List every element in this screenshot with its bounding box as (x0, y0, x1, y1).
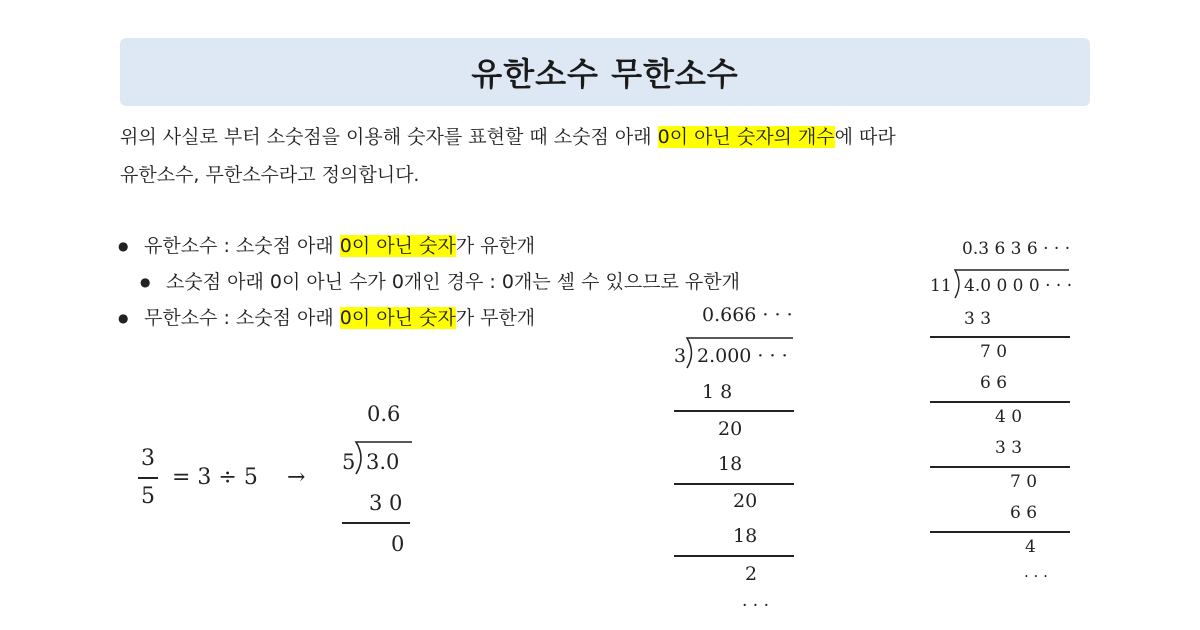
intro-line-2: 유한소수, 무한소수라고 정의합니다. (120, 164, 420, 186)
bullet-text: 가 무한개 (455, 307, 536, 329)
long-division-quotient: 0.666 · · · (702, 304, 793, 326)
long-division-step: 4 0 (995, 407, 1023, 427)
division-line (930, 336, 1070, 338)
long-division-remainder: 0 (391, 532, 405, 556)
ellipsis: · · · (1024, 567, 1048, 585)
long-division-step: 7 0 (1010, 472, 1038, 492)
page-title: 유한소수 무한소수 (471, 55, 739, 93)
long-division-step: 7 0 (980, 342, 1008, 362)
arrow-icon: → (287, 465, 306, 490)
long-division-step: 3 3 (964, 309, 992, 329)
fraction-numerator: 3 (141, 446, 155, 471)
fraction-denominator: 5 (141, 484, 155, 509)
long-division-step: 6 6 (1010, 503, 1038, 523)
long-division-step: 18 (718, 453, 743, 475)
long-division-step: 18 (733, 525, 758, 547)
definition-list (118, 228, 740, 336)
highlight-text: 0이 아닌 숫자 (339, 235, 456, 257)
division-line (674, 555, 794, 557)
division-line (930, 401, 1070, 403)
division-line (342, 522, 410, 524)
ellipsis: · · · (742, 596, 770, 616)
division-line (674, 410, 794, 412)
intro-line-1 (120, 118, 896, 156)
intro-paragraph (120, 118, 896, 194)
long-division-remainder: 2 (745, 563, 758, 585)
long-division-dividend: 2.000 · · · (697, 345, 788, 367)
highlight-text: 0이 아닌 숫자 (339, 307, 456, 329)
intro-text: 위의 사실로 부터 소숫점을 이용해 숫자를 표현할 때 소숫점 아래 (120, 126, 658, 148)
bullet-text: 가 유한개 (455, 235, 536, 257)
long-division-step: 1 8 (702, 381, 733, 403)
long-division-step: 3 3 (995, 438, 1023, 458)
intro-text: 에 따라 (834, 126, 896, 148)
long-division-divisor: 3 (674, 345, 687, 367)
long-division-divisor: 5 (342, 450, 356, 474)
highlight-text: 0이 아닌 숫자의 개수 (657, 126, 835, 148)
title-banner (120, 38, 1090, 106)
long-division-quotient: 0.3 6 3 6 · · · (962, 239, 1071, 259)
bullet-text: 무한소수 : 소숫점 아래 (144, 307, 340, 329)
long-division-step: 6 6 (980, 373, 1008, 393)
bullet-text: 유한소수 : 소숫점 아래 (144, 235, 340, 257)
long-division-dividend: 4.0 0 0 0 · · · (964, 276, 1073, 296)
long-division-step: 3 0 (369, 491, 403, 515)
bullet-infinite (118, 300, 740, 336)
division-line (930, 466, 1070, 468)
bullet-finite (118, 228, 740, 264)
long-division-dividend: 3.0 (366, 450, 400, 474)
fraction-bar (138, 477, 158, 479)
bullet-finite-sub: ● 소숫점 아래 0이 아닌 수가 0개인 경우 : 0개는 셀 수 있으므로 유한개 (140, 264, 740, 300)
division-line (930, 531, 1070, 533)
long-division-divisor: 11 (930, 276, 952, 296)
long-division-quotient: 0.6 (367, 402, 401, 426)
long-division-step: 20 (733, 490, 758, 512)
long-division-step: 20 (718, 418, 743, 440)
long-division-remainder: 4 (1025, 537, 1036, 557)
division-expression: = 3 ÷ 5 (172, 465, 258, 490)
division-line (674, 483, 794, 485)
